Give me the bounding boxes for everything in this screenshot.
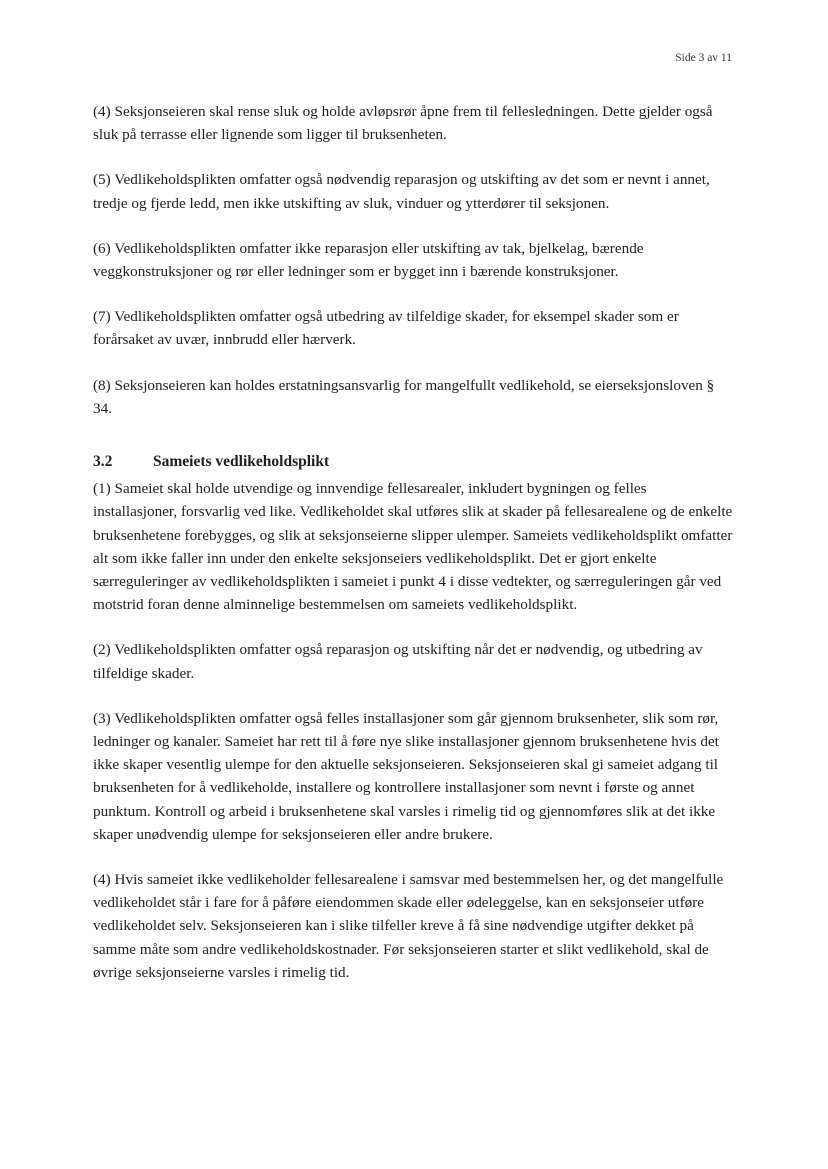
paragraph: (8) Seksjonseieren kan holdes erstatningsansvarlig for mangelfullt vedlikehold, se eierseksjonsloven § 34. <box>93 376 715 417</box>
section-title: Sameiets vedlikeholdsplikt <box>153 453 330 471</box>
section-number: 3.2 <box>93 453 113 471</box>
paragraph: (6) Vedlikeholdsplikten omfatter ikke reparasjon eller utskifting av tak, bjelkelag, bærende veggkonstruksjoner og rør eller ledninger som er bygget inn i bærende konstruksjoner. <box>93 239 644 281</box>
paragraph: (1) Sameiet skal holde utvendige og innvendige fellesarealer, inkludert bygningen og felles installasjoner, forsvarlig ved like. Vedlikeholdet skal utføres slik at skader på fellesarealene og de enkelte bruksenhetene forebygges, og slik at seksjonseierne slipper ulemper. Sameiets vedlikeholdsplikt omfatter alt som ikke faller inn under den enkelte seksjonseiers vedlikeholdsplikt. Det er gjort enkelte særreguleringer av vedlikeholdsplikten i sameiet i punkt 4 i disse vedtekter, og særreguleringen går ved motstrid foran denne alminnelige bestemmelsen om sameiets vedlikeholdsplikt. <box>93 480 733 614</box>
section-heading <box>93 450 733 473</box>
paragraph: (3) Vedlikeholdsplikten omfatter også felles installasjoner som går gjennom bruksenheter, slik som rør, ledninger og kanaler. Sameiet har rett til å føre nye slike installasjoner gjennom bruksenhetene hvis det ikke skaper vesentlig ulempe for den aktuelle seksjonseieren. Seksjonseieren skal gi sameiet adgang til bruksenheten for å vedlikeholde, installere og kontrollere installasjoner som nevnt i første og annet punktum. Kontroll og arbeid i bruksenhetene skal varsles i rimelig tid og gjennomføres slik at det ikke skaper unødvendig ulempe for seksjonseieren eller andre brukere. <box>93 709 719 843</box>
paragraph: (4) Hvis sameiet ikke vedlikeholder fellesarealene i samsvar med bestemmelsen her, og det mangelfulle vedlikeholdet står i fare for å påføre eiendommen skade eller ødeleggelse, kan en seksjonseier utføre vedlikeholdet selv. Seksjonseieren kan i slike tilfeller kreve å få sine nødvendige utgifter dekket på samme måte som andre vedlikeholdskostnader. Før seksjonseieren starter et slikt vedlikehold, skal de øvrige seksjonseierne varsles i rimelig tid. <box>93 871 724 981</box>
page-number: Side 3 av 11 <box>675 52 732 64</box>
paragraph: (5) Vedlikeholdsplikten omfatter også nødvendig reparasjon og utskifting av det som er nevnt i annet, tredje og fjerde ledd, men ikke utskifting av sluk, vinduer og ytterdører til seksjonen. <box>93 171 710 212</box>
document-body <box>93 100 733 1006</box>
paragraph: (7) Vedlikeholdsplikten omfatter også utbedring av tilfeldige skader, for eksempel skader som er forårsaket av uvær, innbrudd eller hærverk. <box>93 308 679 349</box>
paragraph: (2) Vedlikeholdsplikten omfatter også reparasjon og utskifting når det er nødvendig, og utbedring av tilfeldige skader. <box>93 641 703 682</box>
paragraph: (4) Seksjonseieren skal rense sluk og holde avløpsrør åpne frem til fellesledningen. Dette gjelder også sluk på terrasse eller lignende som ligger til bruksenheten. <box>93 103 713 144</box>
